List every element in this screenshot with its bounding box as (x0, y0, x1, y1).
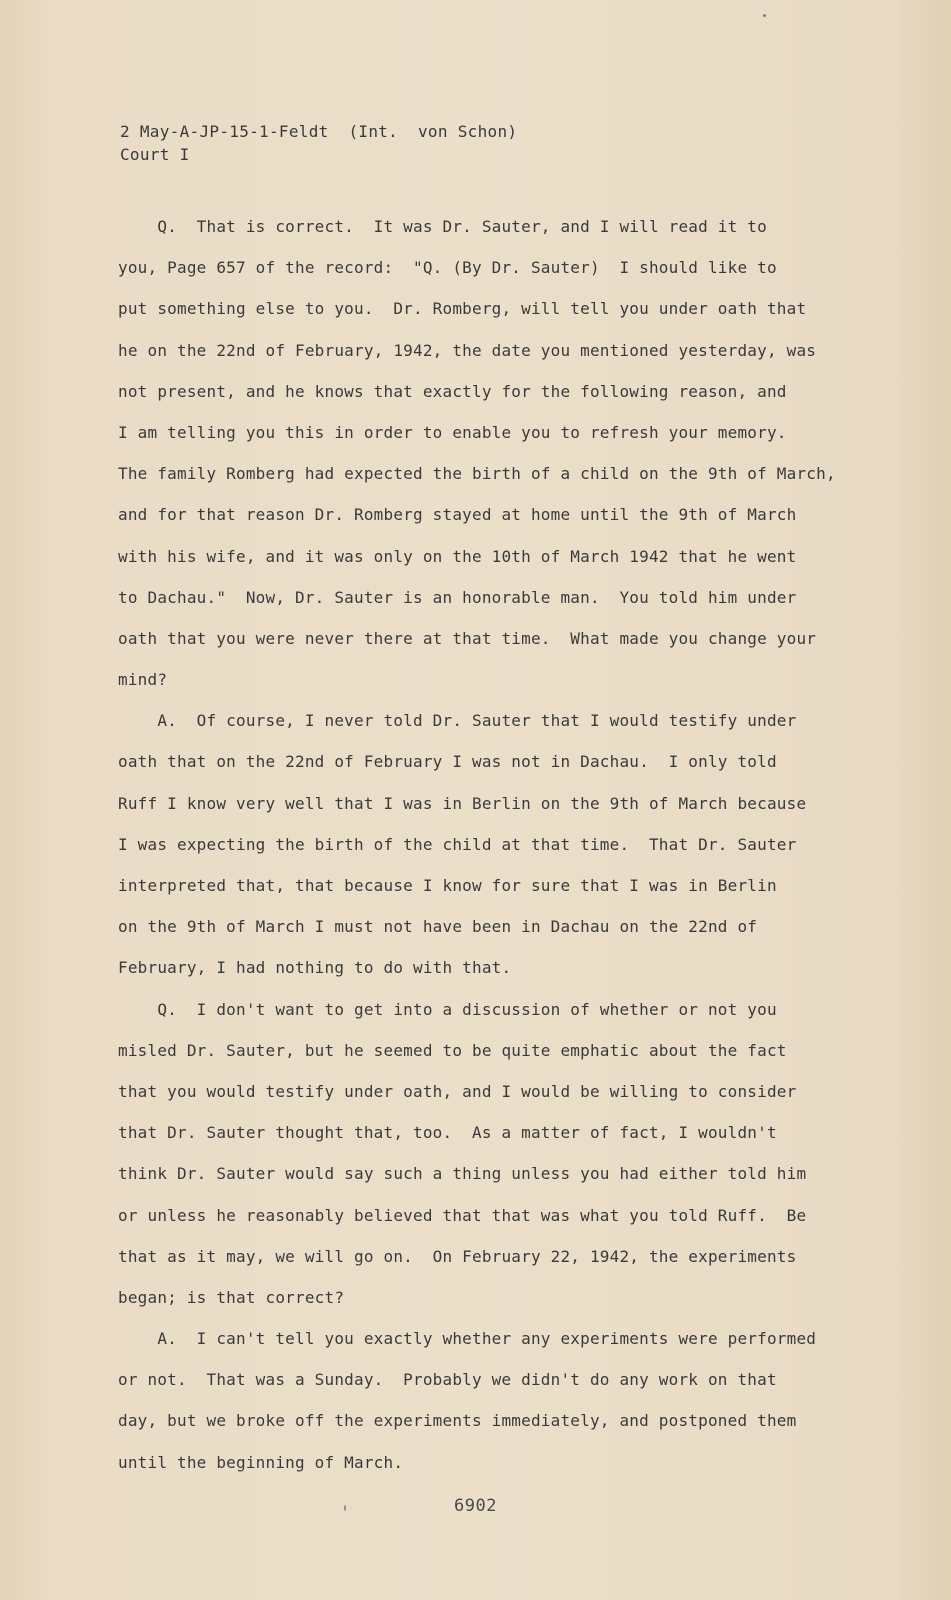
transcript-line: you, Page 657 of the record: "Q. (By Dr. Sauter) I should like to (118, 258, 777, 278)
transcript-line: I was expecting the birth of the child at that time. That Dr. Sauter (118, 834, 797, 854)
paper-speck (763, 14, 766, 17)
transcript-line: on the 9th of March I must not have been in Dachau on the 22nd of (118, 917, 758, 937)
transcript-line: that you would testify under oath, and I would be willing to consider (118, 1081, 797, 1101)
transcript-line: or not. That was a Sunday. Probably we didn't do any work on that (118, 1370, 777, 1390)
transcript-line: interpreted that, that because I know for sure that I was in Berlin (118, 876, 777, 895)
header-court: Court I (120, 145, 190, 164)
transcript-line: think Dr. Sauter would say such a thing unless you had either told him (118, 1164, 807, 1184)
header-session-reference: 2 May-A-JP-15-1-Feldt (Int. von Schon) (120, 122, 518, 141)
transcript-line: and for that reason Dr. Romberg stayed at home until the 9th of March (118, 505, 797, 525)
transcript-line: I am telling you this in order to enable you to refresh your memory. (118, 422, 787, 442)
transcript-line: put something else to you. Dr. Romberg, will tell you under oath that (118, 299, 807, 319)
transcript-line: A. Of course, I never told Dr. Sauter that I would testify under (118, 711, 797, 731)
transcript-body (118, 206, 858, 1483)
transcript-line: mind? (118, 670, 168, 690)
transcript-line: that Dr. Sauter thought that, too. As a matter of fact, I wouldn't (118, 1123, 777, 1143)
transcript-line: he on the 22nd of February, 1942, the date you mentioned yesterday, was (118, 340, 817, 360)
transcript-line: that as it may, we will go on. On February 22, 1942, the experiments (118, 1246, 797, 1266)
transcript-line: not present, and he knows that exactly for the following reason, and (118, 381, 787, 401)
transcript-line: with his wife, and it was only on the 10th of March 1942 that he went (118, 546, 797, 566)
transcript-line: February, I had nothing to do with that. (118, 958, 512, 978)
transcript-line: Q. I don't want to get into a discussion of whether or not you (118, 999, 777, 1019)
transcript-line: to Dachau." Now, Dr. Sauter is an honorable man. You told him under (118, 587, 797, 607)
transcript-line: or unless he reasonably believed that that was what you told Ruff. Be (118, 1205, 807, 1225)
transcript-line: until the beginning of March. (118, 1452, 404, 1472)
transcript-line: oath that you were never there at that time. What made you change your (118, 628, 817, 648)
transcript-line: The family Romberg had expected the birth of a child on the 9th of March, (118, 464, 836, 484)
transcript-line: oath that on the 22nd of February I was not in Dachau. I only told (118, 752, 777, 772)
transcript-line: A. I can't tell you exactly whether any experiments were performed (118, 1329, 817, 1349)
document-header (120, 120, 517, 166)
transcript-line: Ruff I know very well that I was in Berlin on the 9th of March because (118, 793, 807, 813)
transcript-line: began; is that correct? (118, 1287, 345, 1307)
transcript-line: Q. That is correct. It was Dr. Sauter, and I will read it to (118, 217, 767, 236)
page-number: 6902 (454, 1496, 497, 1516)
transcript-line: day, but we broke off the experiments immediately, and postponed them (118, 1411, 797, 1431)
transcript-line: misled Dr. Sauter, but he seemed to be quite emphatic about the fact (118, 1040, 787, 1060)
